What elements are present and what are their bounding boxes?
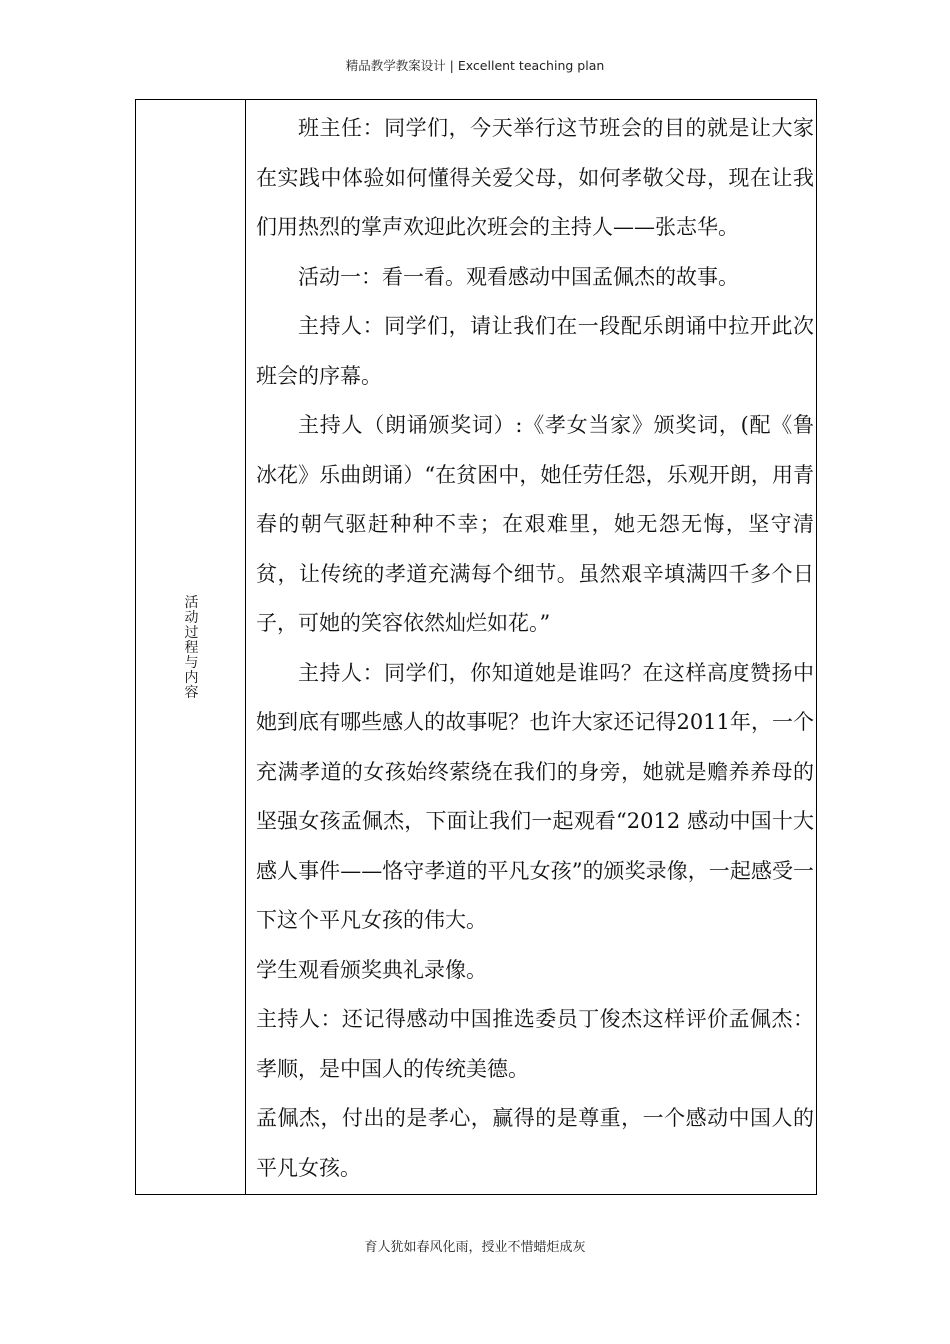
paragraph-activity-one: 活动一：看一看。观看感动中国孟佩杰的故事。	[298, 264, 739, 289]
page-footer: 育人犹如春风化雨，授业不惜蜡炬成灰	[364, 1240, 586, 1255]
paragraph-teacher-intro: 班主任：同学们，今天举行这节班会的目的就是让大家在实践中体验如何懂得关爱父母，如何孝敬父母，现在让我们用热烈的掌声欢迎此次班会的主持人——张志华。	[256, 116, 814, 239]
content-cell	[246, 100, 816, 1194]
paragraph-host-opening: 主持人：同学们，请让我们在一段配乐朗诵中拉开此次班会的序幕。	[256, 314, 814, 388]
paragraph-host-question: 主持人：同学们，你知道她是谁吗？在这样高度赞扬中她到底有哪些感人的故事呢？也许大家还记得2011年，一个充满孝道的女孩始终萦绕在我们的身旁，她就是赡养养母的坚强女孩孟佩杰，下面让我们一起观看“2012 感动中国十大感人事件——恪守孝道的平凡女孩”的颁奖录像，一起感受一下这个平凡女孩的伟大。	[256, 660, 814, 932]
paragraph-host-review: 主持人：还记得感动中国推选委员丁俊杰这样评价孟佩杰：孝顺，是中国人的传统美德。	[256, 1007, 814, 1081]
lesson-table	[135, 99, 817, 1195]
paragraph-students-watch: 学生观看颁奖典礼录像。	[256, 957, 487, 982]
paragraph-conclusion: 孟佩杰，付出的是孝心，赢得的是尊重，一个感动中国人的平凡女孩。	[256, 1106, 814, 1180]
page-header: 精品教学教案设计 | Excellent teaching plan	[345, 58, 605, 73]
label-cell	[136, 100, 246, 1194]
section-label: 活动过程与内容	[182, 594, 199, 700]
paragraph-award-citation: 主持人（朗诵颁奖词）:《孝女当家》颁奖词，(配《鲁冰花》乐曲朗诵）“在贫困中，她任劳任怨，乐观开朗，用青春的朝气驱赶种种不幸；在艰难里，她无怨无悔，坚守清贫，让传统的孝道充满每个细节。虽然艰辛填满四千多个日子，可她的笑容依然灿烂如花。”	[256, 413, 814, 635]
